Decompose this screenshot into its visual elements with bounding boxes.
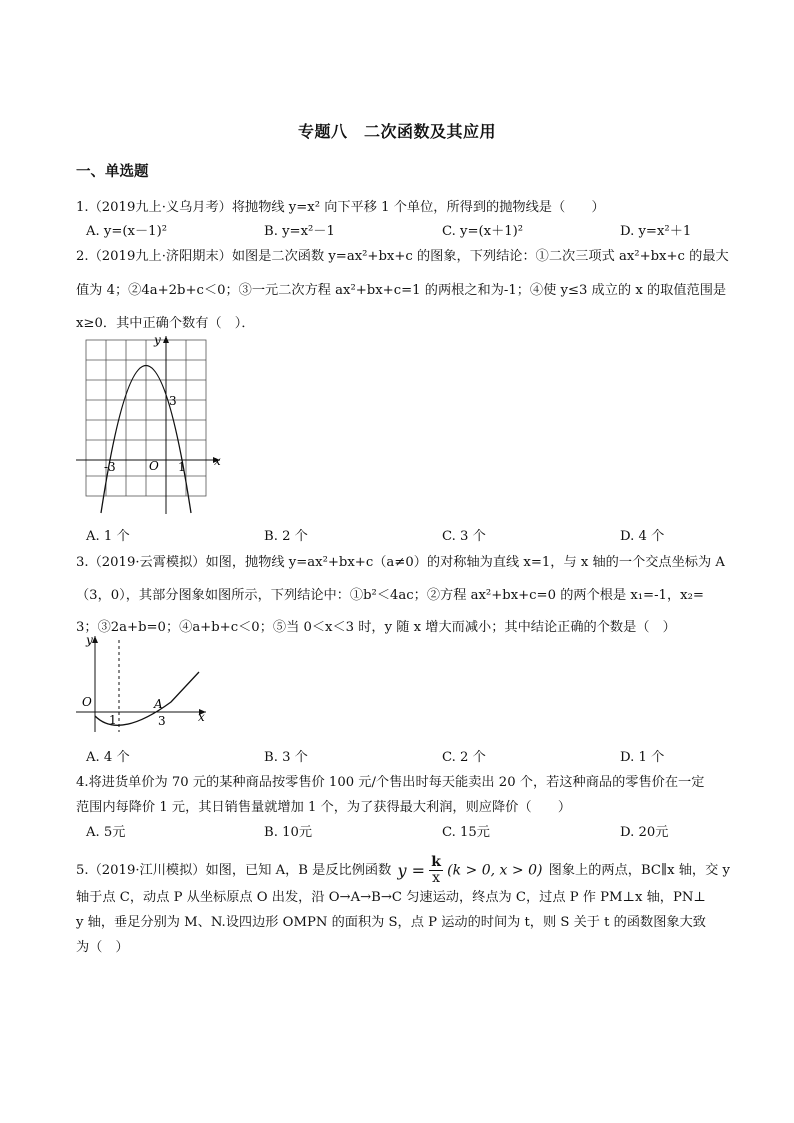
q5-formula-denominator: x xyxy=(432,870,441,886)
q5-stem-line-2: 轴于点 C，动点 P 从坐标原点 O 出发，沿 O→A→B→C 匀速运动，终点为 C，过点 P 作 PM⊥x 轴，PN⊥ xyxy=(76,890,706,905)
q3-stem-line-3: 3；③2a+b=0；④a+b+c＜0；⑤当 0＜x＜3 时，y 随 x 增大而减小；其中结论正确的个数是（ ） xyxy=(76,620,676,635)
q5-stem-line-1-start: 5.（2019·江川模拟）如图，已知 A，B 是反比例函数 xyxy=(76,863,392,878)
q3-label-1: 1 xyxy=(109,713,117,727)
q2-option-b[interactable]: B. 2 个 xyxy=(264,529,308,544)
q5-formula-y: y = xyxy=(397,861,426,880)
q1-option-c[interactable]: C. y=(x＋1)² xyxy=(442,224,524,239)
q3-parabola-figure xyxy=(74,632,214,736)
q2-stem-line-2: 值为 4；②4a+2b+c＜0；③一元二次方程 ax²+bx+c=1 的两根之和为-1；④使 y≤3 成立的 x 的取值范围是 xyxy=(76,283,727,298)
q2-option-a[interactable]: A. 1 个 xyxy=(86,529,130,544)
q1-option-d[interactable]: D. y=x²＋1 xyxy=(620,224,692,239)
q5-formula xyxy=(398,855,543,886)
q3-option-c[interactable]: C. 2 个 xyxy=(442,750,486,765)
q3-label-A: A xyxy=(154,697,163,711)
q3-origin-label: O xyxy=(82,695,92,709)
q2-label-y3: 3 xyxy=(169,394,177,408)
q2-options xyxy=(86,525,766,545)
q2-axis-x-label: x xyxy=(214,454,221,468)
q5-stem-line-4: 为（ ） xyxy=(76,940,129,955)
q1-options xyxy=(86,220,766,240)
q2-stem-line-3: x≥0．其中正确个数有（ ）． xyxy=(76,316,255,331)
q2-parabola-figure xyxy=(74,334,226,518)
q5-stem-line-1-end: 图象上的两点，BC∥x 轴，交 y xyxy=(548,863,730,878)
q2-option-c[interactable]: C. 3 个 xyxy=(442,529,486,544)
q3-label-3: 3 xyxy=(158,714,166,728)
q1-stem: 1.（2019九上·义乌月考）将抛物线 y=x² 向下平移 1 个单位，所得到的抛物线是（ ） xyxy=(76,200,605,215)
q3-y-arrow-icon xyxy=(92,636,98,643)
q2-axis-y-label: y xyxy=(154,334,161,347)
page-title: 专题八 二次函数及其应用 xyxy=(297,122,496,141)
q2-label-1: 1 xyxy=(178,460,186,474)
q4-option-b[interactable]: B. 10元 xyxy=(264,825,313,840)
q3-option-b[interactable]: B. 3 个 xyxy=(264,750,308,765)
q4-stem-line-1: 4.将进货单价为 70 元的某种商品按零售价 100 元/个售出时每天能卖出 20 个，若这种商品的零售价在一定 xyxy=(76,775,705,790)
q4-option-a[interactable]: A. 5元 xyxy=(86,825,126,840)
q2-label-neg3: -3 xyxy=(104,460,116,474)
section-heading: 一、单选题 xyxy=(76,163,149,180)
q5-stem-line-1 xyxy=(76,855,730,886)
q5-formula-numerator: k xyxy=(431,854,441,870)
q5-formula-fraction xyxy=(429,855,443,886)
q2-origin-label: O xyxy=(149,459,159,473)
q2-y-arrow-icon xyxy=(163,336,169,343)
q2-option-d[interactable]: D. 4 个 xyxy=(620,529,665,544)
q3-axis-x-label: x xyxy=(198,710,205,724)
q1-option-a[interactable]: A. y=(x－1)² xyxy=(86,224,167,239)
q3-option-a[interactable]: A. 4 个 xyxy=(86,750,130,765)
q4-options xyxy=(86,821,766,841)
q3-option-d[interactable]: D. 1 个 xyxy=(620,750,665,765)
q1-option-b[interactable]: B. y=x²－1 xyxy=(264,224,335,239)
q2-stem-line-1: 2.（2019九上·济阳期末）如图是二次函数 y=ax²+bx+c 的图象，下列结论：①二次三项式 ax²+bx+c 的最大 xyxy=(76,249,729,264)
q3-axis-y-label: y xyxy=(86,633,93,647)
q4-stem-line-2: 范围内每降价 1 元，其日销售量就增加 1 个，为了获得最大利润，则应降价（ ） xyxy=(76,800,572,815)
q5-formula-condition: (k > 0, x > 0) xyxy=(447,862,543,879)
q3-stem-line-1: 3.（2019·云霄模拟）如图，抛物线 y=ax²+bx+c（a≠0）的对称轴为直线 x=1，与 x 轴的一个交点坐标为 A xyxy=(76,555,725,570)
q5-stem-line-3: y 轴，垂足分别为 M、N.设四边形 OMPN 的面积为 S，点 P 运动的时间为 t，则 S 关于 t 的函数图象大致 xyxy=(76,915,706,930)
q4-option-c[interactable]: C. 15元 xyxy=(442,825,490,840)
q3-options xyxy=(86,746,766,766)
q4-option-d[interactable]: D. 20元 xyxy=(620,825,669,840)
q3-stem-line-2: （3，0），其部分图象如图所示，下列结论中：①b²＜4ac；②方程 ax²+bx+c=0 的两个根是 x₁=-1，x₂= xyxy=(76,588,704,603)
